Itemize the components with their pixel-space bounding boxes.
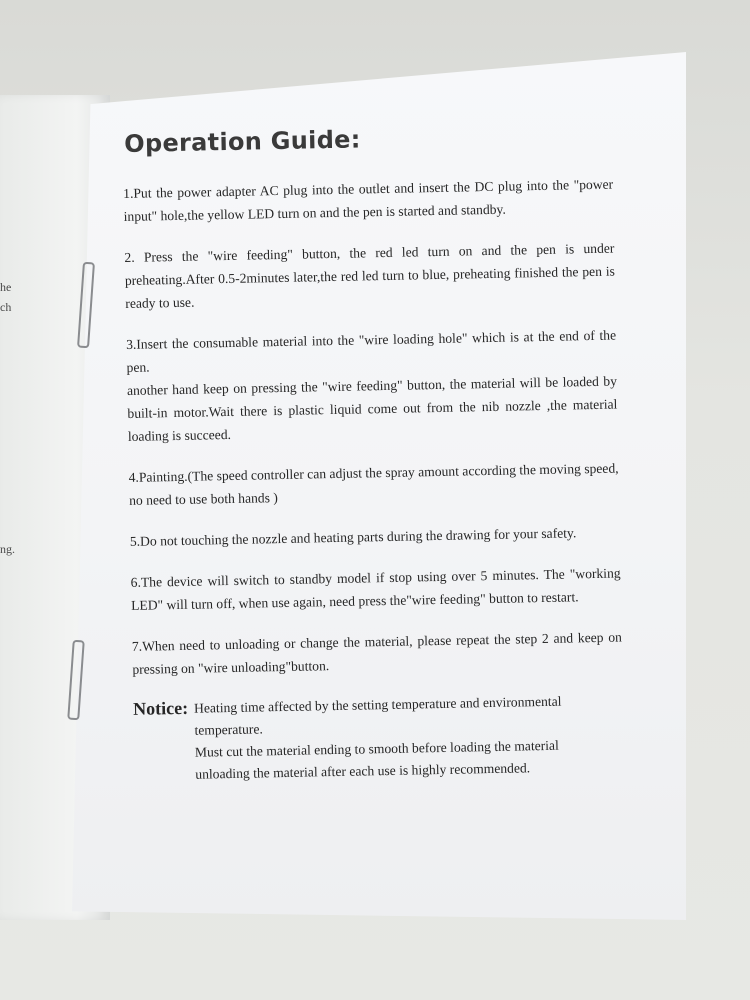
operation-guide	[122, 121, 625, 787]
step-5: 5.Do not touching the nozzle and heating parts during the drawing for your safety.	[129, 525, 577, 549]
notice-line: Must cut the material ending to smooth before loading the material	[194, 737, 559, 760]
left-page-fragment: ch	[0, 300, 12, 314]
page-title: Operation Guide:	[123, 125, 361, 158]
step-2: 2. Press the "wire feeding" button, the red led turn on and the pen is under preheating.After 0.5-2minutes later,the red led turn to blue, preheating finished the pen is ready to use.	[124, 240, 615, 311]
notice-block	[133, 689, 625, 786]
notice-text	[194, 689, 625, 785]
step-7: 7.When need to unloading or change the material, please repeat the step 2 and keep on pressing on "wire unloading"button.	[131, 629, 622, 677]
left-page-fragment: ng.	[0, 542, 15, 556]
step-3-continued: another hand keep on pressing the "wire feeding" button, the material will be loaded by built-in motor.Wait there is plastic liquid come out from the nib nozzle ,the material loading is succeed.	[126, 373, 618, 444]
notice-line: unloading the material after each use is highly recommended.	[195, 760, 531, 782]
notice-label: Notice:	[132, 697, 189, 719]
step-1: 1.Put the power adapter AC plug into the outlet and insert the DC plug into the "power input" hole,the yellow LED turn on and the pen is started and standby.	[123, 176, 614, 224]
left-page-fragment: he	[0, 280, 12, 294]
step-4: 4.Painting.(The speed controller can adjust the spray amount according the moving speed, no need to use both hands )	[128, 460, 619, 508]
step-6: 6.The device will switch to standby model if stop using over 5 minutes. The "working LED" will turn off, when use again, need press the"wire feeding" button to restart.	[130, 565, 621, 613]
notice-line: Heating time affected by the setting temperature and environmental temperature.	[193, 693, 562, 738]
step-3: 3.Insert the consumable material into the "wire loading hole" which is at the end of the pen.	[125, 327, 617, 375]
